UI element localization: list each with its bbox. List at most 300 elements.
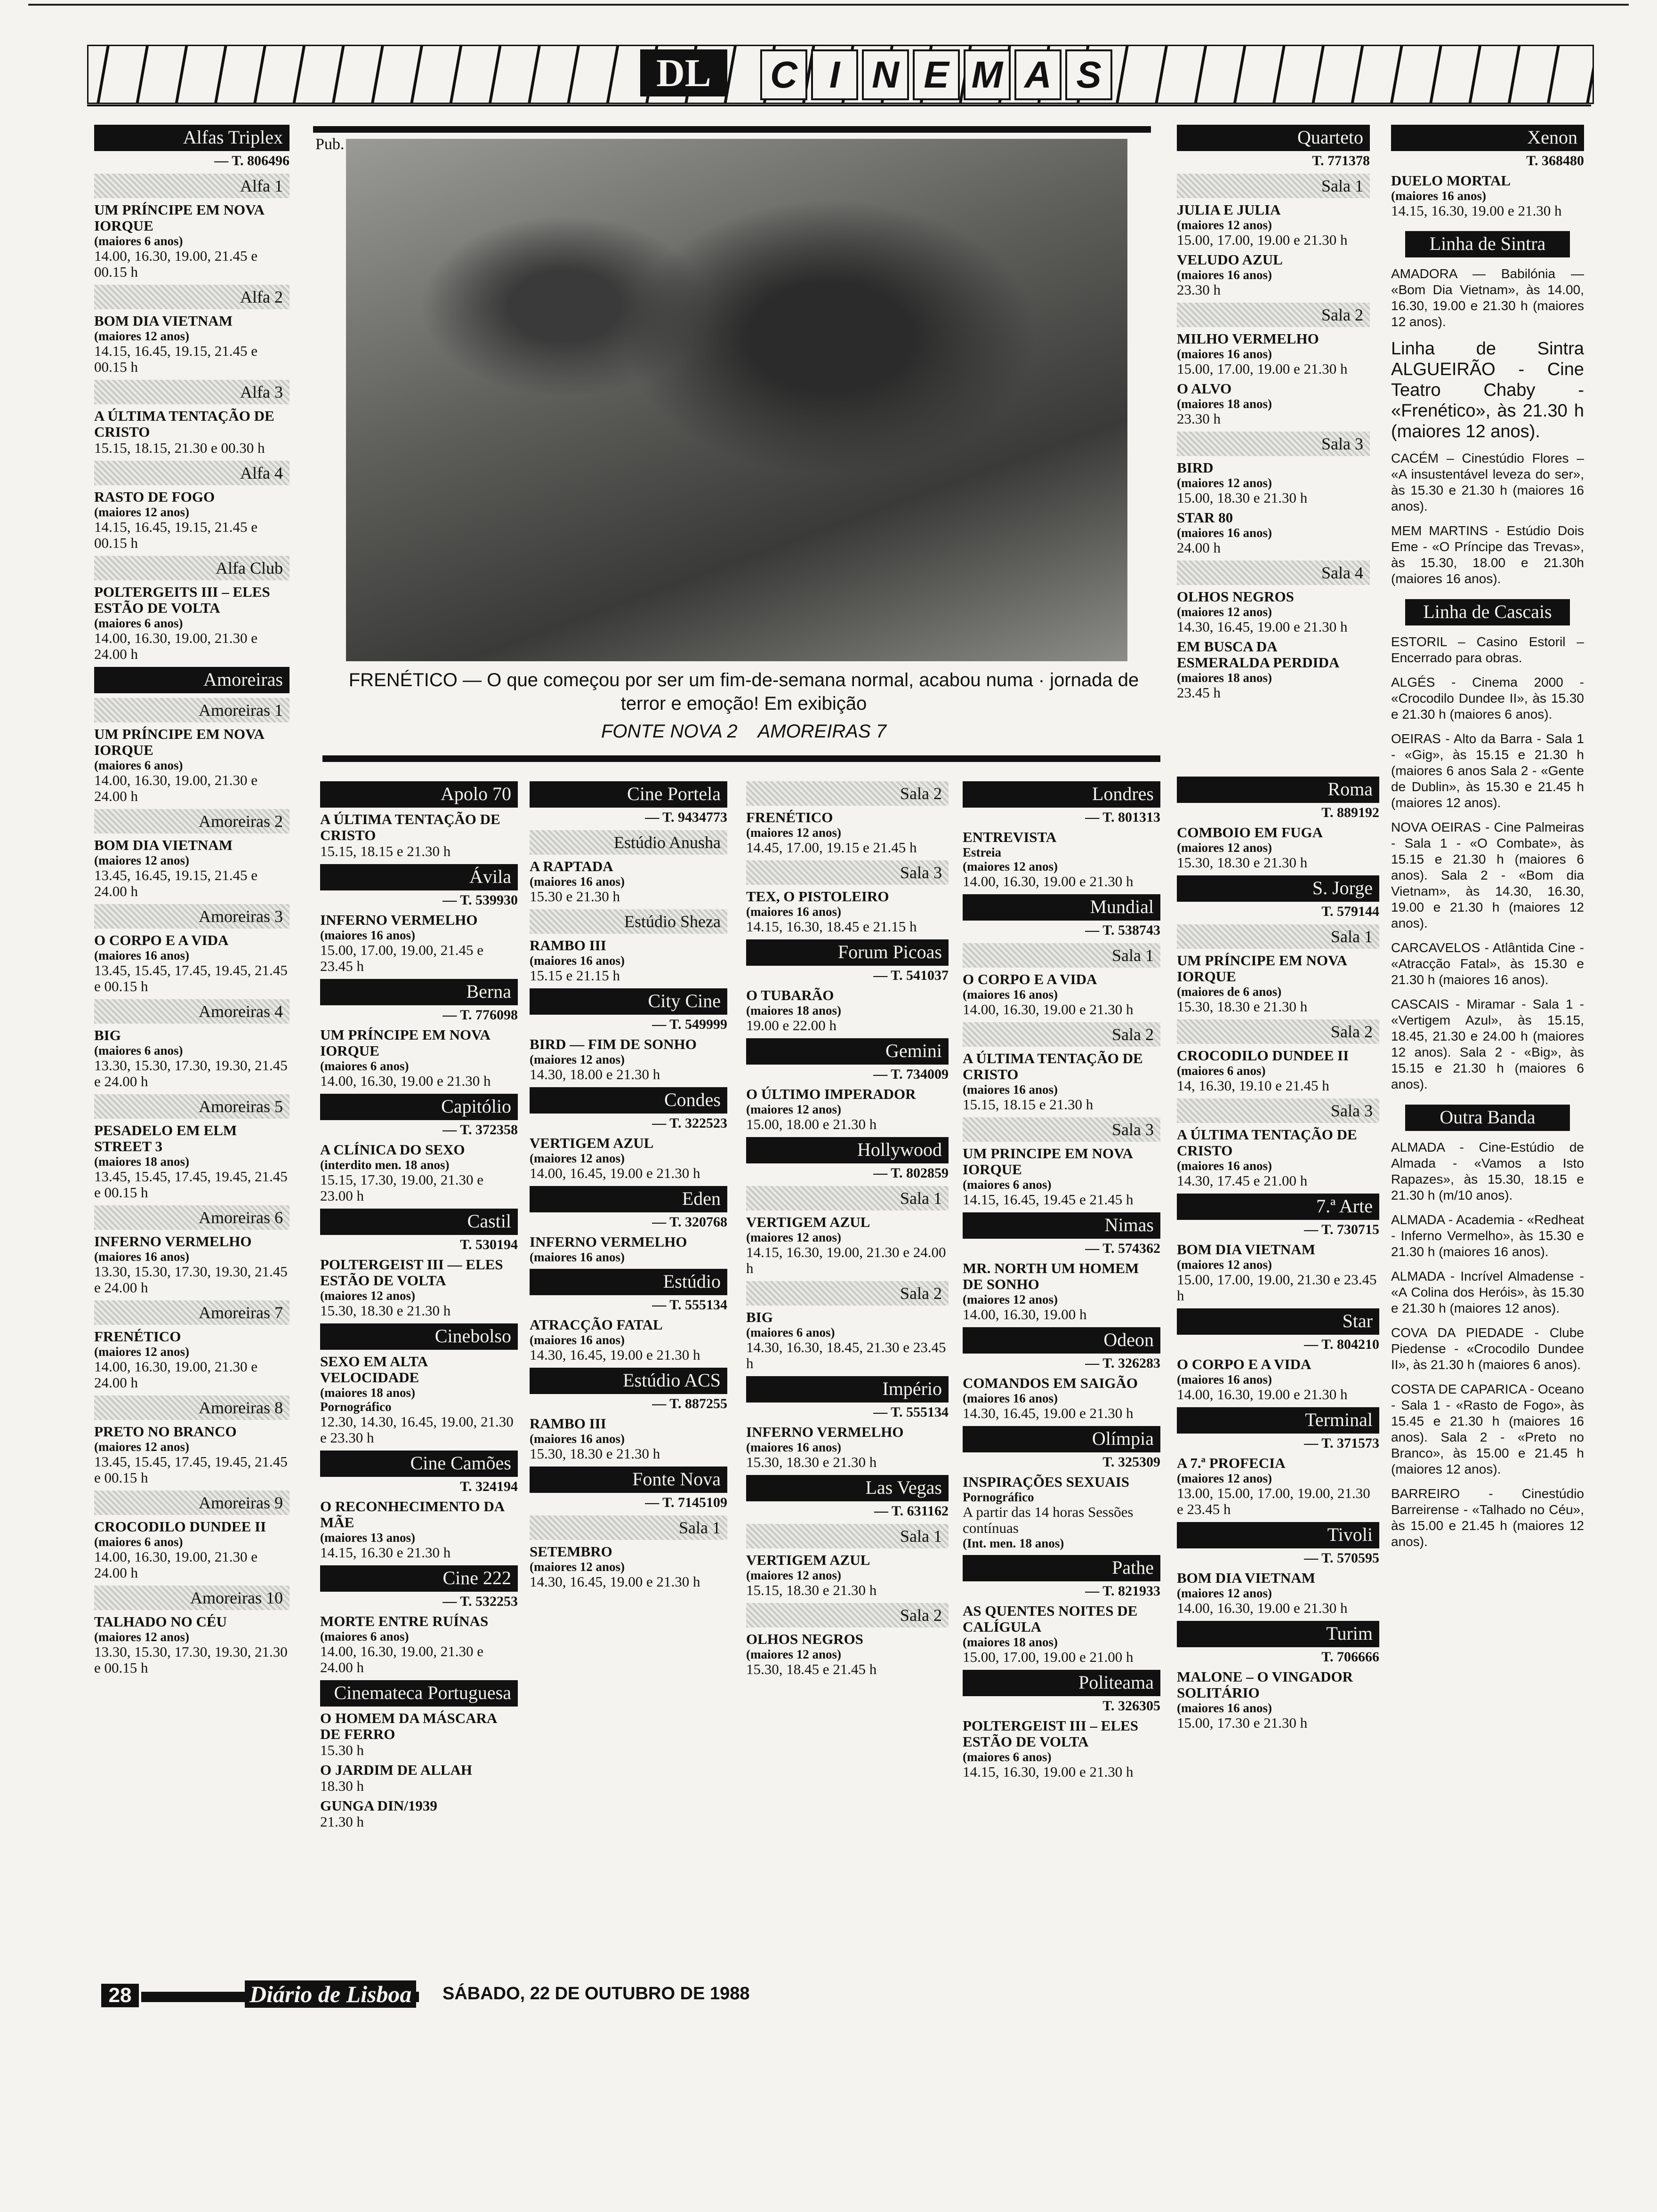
showtimes: 14.00, 16.30, 19.00, 21.30 e 24.00 h — [94, 772, 258, 804]
age-rating: (maiores 12 anos) — [530, 1052, 625, 1066]
showtimes: 14.30, 17.45 e 21.00 h — [1177, 1172, 1308, 1189]
film-title: RASTO DE FOGO — [94, 489, 215, 505]
phone-number: — T. 574362 — [1085, 1241, 1160, 1256]
showtimes: 15.00, 17.30 e 21.30 h — [1177, 1715, 1308, 1731]
showtimes: 14.00, 16.30, 19.00 e 21.30 h — [963, 873, 1134, 890]
masthead-letter: A — [1014, 49, 1062, 100]
age-rating: (maiores 16 anos) — [963, 1082, 1058, 1097]
film-title: MILHO VERMELHO — [1177, 330, 1319, 347]
film-title: POLTERGEIST III — ELES ESTÃO DE VOLTA — [320, 1256, 503, 1289]
cinema-header: Alfas Triplex — [94, 125, 290, 151]
age-rating: (maiores 12 anos) — [746, 1568, 841, 1582]
cinema-header: Quarteto — [1177, 125, 1370, 151]
age-rating: (maiores 6 anos) — [963, 1178, 1052, 1192]
film-title: A ÚLTIMA TENTAÇÃO DE CRISTO — [320, 811, 500, 843]
showtimes: 15.00, 17.00, 19.00 e 21.00 h — [963, 1649, 1134, 1665]
cinema-header: Castil — [320, 1209, 518, 1235]
column-outskirts — [1391, 120, 1584, 1550]
room-header: Sala 3 — [1177, 432, 1370, 456]
age-rating: (maiores 18 anos) — [1177, 671, 1272, 685]
advert-cinemas: FONTE NOVA 2 AMOREIRAS 7 — [601, 721, 887, 742]
cinema-header: Estúdio ACS — [530, 1368, 727, 1394]
masthead-letter: C — [760, 49, 807, 100]
film-title: UM PRÍNCIPE EM NOVA IORQUE — [1177, 952, 1347, 985]
showtimes: 14.00, 16.30, 19.00, 21.30 e 24.00 h — [94, 1358, 258, 1391]
region-header: Outra Banda — [1405, 1105, 1570, 1131]
phone-number: — T. 320768 — [652, 1214, 727, 1230]
cinema-header: Star — [1177, 1308, 1379, 1335]
age-rating: (maiores 6 anos) — [746, 1325, 835, 1339]
room-header: Alfa Club — [94, 556, 290, 580]
film-title: BOM DIA VIETNAM — [1177, 1241, 1315, 1258]
age-rating: (maiores 12 anos) — [530, 1560, 625, 1574]
age-rating: (maiores 12 anos) — [963, 859, 1058, 874]
listing-paragraph: ALGÉS - Cinema 2000 - «Crocodilo Dundee II», às 15.30 e 21.30 h (maiores 6 anos). — [1391, 675, 1584, 721]
room-header: Amoreiras 10 — [94, 1586, 290, 1610]
age-rating: (maiores 12 anos) — [1177, 605, 1272, 619]
film-title: VERTIGEM AZUL — [746, 1214, 870, 1230]
film-title: INFERNO VERMELHO — [94, 1233, 252, 1250]
film-title: VERTIGEM AZUL — [530, 1135, 654, 1151]
room-header: Amoreiras 4 — [94, 999, 290, 1024]
showtimes: A partir das 14 horas Sessões contínuas — [963, 1504, 1134, 1536]
age-rating: (maiores 12 anos) — [94, 853, 189, 867]
film-title: INFERNO VERMELHO — [746, 1424, 904, 1440]
showtimes: 18.30 h — [320, 1778, 364, 1794]
cinema-header: Estúdio — [530, 1269, 727, 1295]
room-header: Sala 2 — [746, 1281, 949, 1306]
age-rating: (maiores 12 anos) — [746, 1102, 841, 1116]
age-rating: Pornográfico — [963, 1490, 1034, 1504]
phone-number: — T. 734009 — [873, 1066, 949, 1082]
phone-number: — T. 532253 — [442, 1594, 518, 1609]
age-rating: (maiores 12 anos) — [530, 1151, 625, 1165]
phone-number: — T. 802859 — [873, 1165, 949, 1181]
cinema-header: Berna — [320, 979, 518, 1005]
showtimes: 15.30, 18.30 e 21.30 h — [1177, 854, 1308, 871]
listing-paragraph: ALMADA - Academia - «Redheat - Inferno Vermelho», às 15.30 e 21.30 h (maiores 16 anos). — [1391, 1212, 1584, 1259]
film-title: MR. NORTH UM HOMEM DE SONHO — [963, 1260, 1139, 1292]
film-title: POLTERGEIST III – ELES ESTÃO DE VOLTA — [963, 1717, 1139, 1750]
film-title: SETEMBRO — [530, 1543, 612, 1560]
phone-number: — T. 821933 — [1085, 1583, 1160, 1599]
film-title: BIRD — FIM DE SONHO — [530, 1036, 697, 1052]
film-title: BOM DIA VIETNAM — [1177, 1570, 1315, 1586]
film-title: CROCODILO DUNDEE II — [1177, 1047, 1349, 1064]
column-quarteto — [1177, 120, 1370, 701]
film-title: BOM DIA VIETNAM — [94, 837, 233, 853]
phone-number: — T. 555134 — [873, 1404, 949, 1420]
listing-paragraph: CARCAVELOS - Atlântida Cine - «Atracção Fatal», às 15.30 e 21.30 h (maiores 16 anos). — [1391, 940, 1584, 987]
age-rating: (maiores 12 anos) — [1177, 1471, 1272, 1485]
film-title: TALHADO NO CÉU — [94, 1613, 227, 1630]
column-2 — [320, 777, 518, 1830]
age-rating: (maiores 6 anos) — [1177, 1064, 1266, 1078]
issue-date: SÁBADO, 22 DE OUTUBRO DE 1988 — [442, 1984, 750, 2004]
cinema-header: Eden — [530, 1186, 727, 1212]
cinema-header: Nimas — [963, 1212, 1160, 1239]
phone-number: T. 771378 — [1312, 153, 1370, 168]
listing-paragraph: AMADORA — Babilónia — «Bom Dia Vietnam», às 14.00, 16.30, 19.00 e 21.30 h (maiores 12 anos). — [1391, 266, 1584, 329]
showtimes: 14.15, 16.45, 19.15, 21.45 e 00.15 h — [94, 519, 258, 551]
showtimes: 14, 16.30, 19.10 e 21.45 h — [1177, 1077, 1329, 1094]
age-rating: (maiores 6 anos) — [320, 1629, 409, 1643]
cinema-header: Fonte Nova — [530, 1467, 727, 1493]
film-title: O CORPO E A VIDA — [1177, 1356, 1311, 1372]
phone-number: T. 530194 — [460, 1237, 518, 1252]
column-3 — [530, 777, 727, 1590]
age-rating: (maiores 12 anos) — [746, 1230, 841, 1244]
film-title: MALONE – O VINGADOR SOLITÁRIO — [1177, 1668, 1353, 1701]
showtimes: 14.15, 16.30, 19.00 e 21.30 h — [1391, 202, 1562, 219]
age-rating: (maiores 16 anos) — [320, 928, 415, 942]
cinema-header: Pathe — [963, 1555, 1160, 1581]
age-rating: (maiores 12 anos) — [1177, 1586, 1272, 1600]
showtimes: 14.00, 16.30, 19.00 e 21.30 h — [963, 1001, 1134, 1018]
showtimes: 14.00, 16.30, 19.00, 21.30 e 24.00 h — [94, 1548, 258, 1581]
age-rating: Pornográfico — [320, 1400, 392, 1414]
showtimes: 13.45, 15.45, 17.45, 19.45, 21.45 e 00.15 h — [94, 1453, 288, 1486]
showtimes: 15.30, 18.45 e 21.45 h — [746, 1661, 877, 1677]
showtimes: 23.30 h — [1177, 410, 1221, 427]
age-rating: (maiores 18 anos) — [746, 1003, 841, 1018]
showtimes: 15.00, 17.00, 19.00 e 21.30 h — [1177, 361, 1348, 377]
age-rating: (maiores 16 anos) — [963, 1391, 1058, 1405]
showtimes: 19.00 e 22.00 h — [746, 1017, 837, 1034]
showtimes: 23.45 h — [1177, 684, 1221, 701]
film-title: A RAPTADA — [530, 858, 613, 874]
room-header: Sala 4 — [1177, 561, 1370, 585]
room-header: Sala 2 — [746, 1603, 949, 1627]
listing-paragraph: BARREIRO - Cinestúdio Barreirense - «Talhado no Céu», às 15.00 e 21.45 h (maiores 12 anos). — [1391, 1486, 1584, 1549]
age-rating: (maiores 12 anos) — [1177, 841, 1272, 855]
showtimes: 14.00, 16.30, 19.00 e 21.30 h — [1177, 1600, 1348, 1616]
showtimes: 15.00, 17.00, 19.00, 21.30 e 23.45 h — [1177, 1271, 1377, 1304]
phone-number: — T. 776098 — [442, 1007, 518, 1023]
phone-number: — T. 7145109 — [645, 1495, 727, 1510]
film-title: UM PRÍNCIPE EM NOVA IORQUE — [94, 201, 264, 234]
film-title: A ÚLTIMA TENTAÇÃO DE CRISTO — [1177, 1126, 1357, 1159]
age-rating: (maiores 16 anos) — [746, 1440, 841, 1454]
age-rating: (maiores 6 anos) — [94, 758, 183, 772]
room-header: Sala 1 — [1177, 924, 1379, 949]
room-header: Sala 1 — [1177, 174, 1370, 198]
masthead-letter: M — [964, 49, 1011, 100]
film-title: PRETO NO BRANCO — [94, 1423, 237, 1440]
showtimes: 15.15, 17.30, 19.00, 21.30 e 23.00 h — [320, 1171, 484, 1204]
cinema-header: Turim — [1177, 1621, 1379, 1647]
film-title: CROCODILO DUNDEE II — [94, 1518, 266, 1535]
showtimes: 14.30, 16.45, 19.00 e 21.30 h — [530, 1346, 700, 1363]
showtimes: 14.30, 16.30, 18.45, 21.30 e 23.45 h — [746, 1339, 946, 1371]
film-title: O RECONHECIMENTO DA MÃE — [320, 1498, 504, 1531]
listing-paragraph: COSTA DE CAPARICA - Oceano - Sala 1 - «Rasto de Fogo», às 15.45 e 21.30 h (maiores 16 anos). Sala 2 - «Preto no Branco», às 15.00 e 21.45 h (maiores 12 anos). — [1391, 1382, 1584, 1476]
cinema-header: Condes — [530, 1087, 727, 1114]
age-rating: (maiores 16 anos) — [530, 1333, 625, 1347]
phone-number: — T. 322523 — [652, 1115, 727, 1131]
film-title: O CORPO E A VIDA — [963, 971, 1097, 987]
phone-number: — T. 730715 — [1304, 1222, 1379, 1237]
showtimes: 14.00, 16.30, 19.00, 21.30 e 24.00 h — [94, 630, 258, 662]
showtimes: 15.00, 18.30 e 21.30 h — [1177, 489, 1308, 506]
masthead-letter: S — [1065, 49, 1112, 100]
age-rating: (maiores 18 anos) — [963, 1635, 1058, 1649]
room-header: Sala 3 — [1177, 1098, 1379, 1123]
age-rating: (maiores 6 anos) — [94, 1043, 183, 1058]
age-rating: (maiores 12 anos) — [94, 1345, 189, 1359]
showtimes: 13.30, 15.30, 17.30, 19.30, 21.45 e 24.00 h — [94, 1057, 288, 1090]
age-rating: (maiores 12 anos) — [94, 1440, 189, 1454]
age-rating: (maiores 12 anos) — [94, 329, 189, 343]
room-header: Sala 2 — [1177, 303, 1370, 327]
showtimes: 15.15, 18.15, 21.30 e 00.30 h — [94, 440, 265, 456]
region-header: Linha de Cascais — [1405, 599, 1570, 625]
showtimes: 15.30, 18.30 e 21.30 h — [746, 1454, 877, 1470]
room-header: Amoreiras 7 — [94, 1300, 290, 1325]
showtimes: 14.15, 16.30, 19.00, 21.30 e 24.00 h — [746, 1244, 946, 1276]
age-rating: (maiores 12 anos) — [963, 1292, 1058, 1306]
listing-paragraph: ALMADA - Cine-Estúdio de Almada - «Vamos a Isto Rapazes», às 15.30, 18.15 e 21.30 h (m/10 anos). — [1391, 1140, 1584, 1202]
film-title: DUELO MORTAL — [1391, 172, 1511, 189]
phone-number: T. 368480 — [1526, 153, 1584, 168]
room-header: Sala 3 — [746, 860, 949, 885]
film-title: STAR 80 — [1177, 509, 1233, 526]
listing-paragraph: NOVA OEIRAS - Cine Palmeiras - Sala 1 - «O Combate», às 15.15 e 21.30 h (maiores 6 anos). Sala 2 - «Bom dia Vietnam», às 14.30, 16.30, 19.00 e 21.30 h (maiores 12 anos). — [1391, 820, 1584, 930]
showtimes: 15.15 e 21.15 h — [530, 967, 620, 984]
showtimes: 15.30, 18.30 e 21.30 h — [320, 1302, 451, 1319]
showtimes: 14.00, 16.30, 19.00 e 21.30 h — [320, 1073, 491, 1089]
age-rating: (maiores 12 anos) — [94, 1630, 189, 1644]
room-header: Amoreiras 2 — [94, 809, 290, 834]
film-title: BIG — [746, 1309, 773, 1325]
age-rating: (maiores 16 anos) — [530, 874, 625, 889]
cinema-header: Apolo 70 — [320, 781, 518, 808]
film-title: VERTIGEM AZUL — [746, 1552, 870, 1568]
age-rating: (maiores 12 anos) — [1177, 476, 1272, 490]
age-rating: (maiores 6 anos) — [94, 1535, 183, 1549]
age-rating: (maiores 16 anos) — [1177, 1372, 1272, 1387]
cinema-header: Amoreiras — [94, 667, 290, 693]
film-title: VELUDO AZUL — [1177, 251, 1283, 268]
age-rating: (maiores 18 anos) — [320, 1386, 415, 1400]
room-header: Alfa 1 — [94, 174, 290, 198]
film-title: BIRD — [1177, 459, 1214, 476]
age-rating: (maiores 12 anos) — [746, 825, 841, 840]
cinema-header: Roma — [1177, 777, 1379, 803]
film-title: BIG — [94, 1027, 121, 1043]
film-title: INFERNO VERMELHO — [530, 1234, 687, 1250]
age-rating: (maiores 16 anos) — [963, 987, 1058, 1002]
phone-number: — T. 806496 — [214, 153, 290, 168]
listing-paragraph: CASCAIS - Miramar - Sala 1 - «Vertigem Azul», às 15.15, 18.45, 21.30 e 24.00 h (maiores 12 anos). Sala 2 - «Big», às 15.15 e 21.30 h (maiores 6 anos). — [1391, 997, 1584, 1091]
showtimes: 14.45, 17.00, 19.15 e 21.45 h — [746, 839, 917, 856]
showtimes: 23.30 h — [1177, 281, 1221, 298]
newspaper-name: Diário de Lisboa — [245, 1980, 416, 2008]
film-title: INFERNO VERMELHO — [320, 912, 478, 928]
age-rating: (maiores 16 anos) — [1177, 526, 1272, 540]
masthead-letter: I — [811, 49, 858, 100]
room-header: Amoreiras 9 — [94, 1491, 290, 1515]
room-header: Estúdio Sheza — [530, 909, 727, 934]
age-rating: (maiores 12 anos) — [320, 1289, 415, 1303]
film-title: UM PRÍNCIPE EM NOVA IORQUE — [94, 726, 264, 758]
age-rating: (maiores 18 anos) — [1177, 397, 1272, 411]
film-title: POLTERGEITS III – ELES ESTÃO DE VOLTA — [94, 584, 270, 616]
phone-number: — T. 326283 — [1085, 1355, 1160, 1371]
listing-paragraph: ALMADA - Incrível Almadense - «A Colina dos Heróis», às 15.30 e 21.30 h (maiores 12 anos). — [1391, 1269, 1584, 1315]
showtimes: 15.00, 17.00, 19.00 e 21.30 h — [1177, 232, 1348, 248]
masthead-letter: E — [913, 49, 960, 100]
phone-number: — T. 9434773 — [645, 809, 727, 825]
masthead-rule — [87, 104, 1591, 106]
cinema-header: Forum Picoas — [746, 939, 949, 966]
cinema-header: Odeon — [963, 1327, 1160, 1354]
film-title: FRENÉTICO — [94, 1328, 181, 1345]
phone-number: — T. 801313 — [1085, 809, 1160, 825]
room-header: Sala 1 — [530, 1515, 727, 1540]
age-rating: (maiores 16 anos) — [1177, 1159, 1272, 1173]
showtimes: 15.30 e 21.30 h — [530, 888, 620, 905]
listing-paragraph: CACÉM – Cinestúdio Flores – «A insustentável leveza do ser», às 15.30 e 21.30 h (maiores 16 anos). — [1391, 451, 1584, 513]
age-rating: (maiores 16 anos) — [94, 1250, 189, 1264]
cinema-header: Ávila — [320, 864, 518, 890]
cinema-header: Olímpia — [963, 1426, 1160, 1452]
showtimes: 14.30, 16.45, 19.00 e 21.30 h — [963, 1405, 1134, 1421]
showtimes: 14.00, 16.30, 19.00 e 21.30 h — [1177, 1386, 1348, 1403]
cinema-header: Império — [746, 1376, 949, 1403]
phone-number: T. 326305 — [1102, 1698, 1160, 1714]
cinema-header: Hollywood — [746, 1137, 949, 1163]
showtimes: 15.00, 18.00 e 21.30 h — [746, 1116, 877, 1132]
age-rating: (maiores 16 anos) — [1177, 1701, 1272, 1715]
film-title: O TUBARÃO — [746, 987, 834, 1003]
cinema-header: Tivoli — [1177, 1522, 1379, 1548]
showtimes: 14.15, 16.45, 19.15, 21.45 e 00.15 h — [94, 343, 258, 375]
listing-paragraph: Linha de Sintra ALGUEIRÃO - Cine Teatro Chaby - «Frenético», às 21.30 h (maiores 12 anos). — [1391, 339, 1584, 441]
column-4 — [746, 777, 949, 1677]
advert-caption: FRENÉTICO — O que começou por ser um fim-de-semana normal, acabou numa · jornada de terror e emoção! Em exibição — [348, 670, 1139, 714]
age-rating: (maiores 6 anos) — [94, 616, 183, 630]
room-header: Estúdio Anusha — [530, 830, 727, 855]
showtimes: 14.00, 16.30, 19.00, 21.45 e 00.15 h — [94, 248, 258, 280]
film-title: ENTREVISTA — [963, 829, 1057, 845]
phone-number: — T. 541037 — [873, 968, 949, 983]
age-rating: (maiores 16 anos) — [530, 954, 625, 968]
phone-number: — T. 631162 — [874, 1503, 949, 1519]
advert-pub-label: Pub. — [315, 136, 345, 153]
listing-paragraph: COVA DA PIEDADE - Clube Piedense - «Crocodilo Dundee II», às 21.30 h (maiores 6 anos). — [1391, 1325, 1584, 1372]
masthead-letter: N — [862, 49, 909, 100]
film-title: COMANDOS EM SAIGÃO — [963, 1375, 1138, 1391]
showtimes: 13.30, 15.30, 17.30, 19.30, 21.45 e 24.00 h — [94, 1263, 288, 1296]
showtimes: 15.15, 18.15 e 21.30 h — [320, 843, 451, 859]
showtimes: 24.00 h — [1177, 539, 1221, 556]
cinema-header: Terminal — [1177, 1407, 1379, 1434]
showtimes: 13.00, 15.00, 17.00, 19.00, 21.30 e 23.45 h — [1177, 1485, 1370, 1517]
room-header: Sala 1 — [746, 1186, 949, 1210]
cinema-header: Las Vegas — [746, 1475, 949, 1501]
page-number: 28 — [101, 1984, 139, 2007]
showtimes: 15.30, 18.30 e 21.30 h — [1177, 998, 1308, 1015]
phone-number: — T. 539930 — [442, 892, 518, 908]
age-rating: (interdito men. 18 anos) — [320, 1158, 450, 1172]
film-title: RAMBO III — [530, 1415, 606, 1432]
cinema-header: Cine Portela — [530, 781, 727, 808]
cinema-header: Politeama — [963, 1670, 1160, 1696]
film-title: O ÚLTIMO IMPERADOR — [746, 1086, 916, 1102]
film-title: UM PRÍNCIPE EM NOVA IORQUE — [320, 1026, 490, 1059]
film-title: MORTE ENTRE RUÍNAS — [320, 1613, 489, 1629]
showtimes: 13.45, 15.45, 17.45, 19.45, 21.45 e 00.15 h — [94, 962, 288, 994]
film-title: ATRACÇÃO FATAL — [530, 1316, 663, 1333]
age-rating: (maiores 16 anos) — [1177, 347, 1272, 361]
showtimes: 15.30 h — [320, 1742, 364, 1758]
listing-paragraph: OEIRAS - Alto da Barra - Sala 1 - «Gig», às 15.15 e 21.30 h (maiores 6 anos Sala 2 - «Gente de Dublin», às 15.30 e 21.45 h (maiores 12 anos). — [1391, 731, 1584, 810]
room-header: Alfa 2 — [94, 285, 290, 309]
showtimes: 14.30, 16.45, 19.00 e 21.30 h — [1177, 618, 1348, 635]
film-title: FRENÉTICO — [746, 809, 833, 825]
age-rating: (maiores 6 anos) — [963, 1750, 1052, 1764]
film-title: INSPIRAÇÕES SEXUAIS — [963, 1474, 1130, 1490]
room-header: Sala 1 — [963, 943, 1160, 968]
listing-paragraph: ESTORIL – Casino Estoril – Encerrado para obras. — [1391, 634, 1584, 665]
room-header: Amoreiras 6 — [94, 1205, 290, 1230]
showtimes: 14.15, 16.30 e 21.30 h — [320, 1544, 451, 1561]
showtimes: 14.15, 16.30, 18.45 e 21.15 h — [746, 918, 917, 935]
showtimes: 14.00, 16.30, 19.00 h — [963, 1306, 1087, 1322]
film-title: GUNGA DIN/1939 — [320, 1797, 437, 1814]
advert-photo — [346, 139, 1127, 661]
phone-number: — T. 372358 — [442, 1122, 518, 1138]
age-rating: (maiores 16 anos) — [746, 905, 841, 919]
room-header: Sala 3 — [963, 1117, 1160, 1142]
film-title: COMBOIO EM FUGA — [1177, 824, 1323, 841]
film-title: PESADELO EM ELM STREET 3 — [94, 1122, 237, 1154]
showtimes: 15.15, 18.15 e 21.30 h — [963, 1096, 1094, 1113]
cinema-header: Cinebolso — [320, 1323, 518, 1350]
phone-number: — T. 555134 — [652, 1297, 727, 1313]
showtimes: 15.00, 17.00, 19.00, 21.45 e 23.45 h — [320, 942, 484, 974]
dl-logo: DL — [640, 49, 727, 96]
phone-number: T. 324194 — [460, 1479, 518, 1494]
room-header: Alfa 4 — [94, 461, 290, 485]
age-rating: (maiores 12 anos) — [1177, 1258, 1272, 1272]
phone-number: T. 706666 — [1321, 1649, 1379, 1665]
film-title: OLHOS NEGROS — [746, 1631, 863, 1647]
cinema-header: City Cine — [530, 988, 727, 1015]
film-title: EM BUSCA DA ESMERALDA PERDIDA — [1177, 638, 1340, 671]
showtimes: 12.30, 14.30, 16.45, 19.00, 21.30 e 23.30 h — [320, 1413, 514, 1446]
film-title: RAMBO III — [530, 937, 606, 954]
film-title: O HOMEM DA MÁSCARA DE FERRO — [320, 1710, 497, 1742]
cinema-header: Cine Camões — [320, 1451, 518, 1477]
showtimes: 21.30 h — [320, 1813, 364, 1830]
phone-number: — T. 538743 — [1085, 922, 1160, 938]
showtimes: 14.00, 16.45, 19.00 e 21.30 h — [530, 1165, 700, 1181]
showtimes: 13.45, 15.45, 17.45, 19.45, 21.45 e 00.15 h — [94, 1168, 288, 1201]
showtimes: 14.15, 16.30, 19.00 e 21.30 h — [963, 1763, 1134, 1780]
showtimes: 14.30, 18.00 e 21.30 h — [530, 1066, 660, 1082]
phone-number: — T. 371573 — [1304, 1435, 1379, 1451]
film-title: OLHOS NEGROS — [1177, 588, 1294, 605]
room-header: Amoreiras 5 — [94, 1094, 290, 1119]
cinema-header: Cine 222 — [320, 1565, 518, 1592]
age-rating: (maiores 12 anos) — [1177, 218, 1272, 232]
room-header: Amoreiras 3 — [94, 904, 290, 929]
column-alfas-amoreiras — [94, 120, 290, 1676]
film-title: O JARDIM DE ALLAH — [320, 1762, 472, 1778]
phone-number: T. 325309 — [1102, 1454, 1160, 1470]
